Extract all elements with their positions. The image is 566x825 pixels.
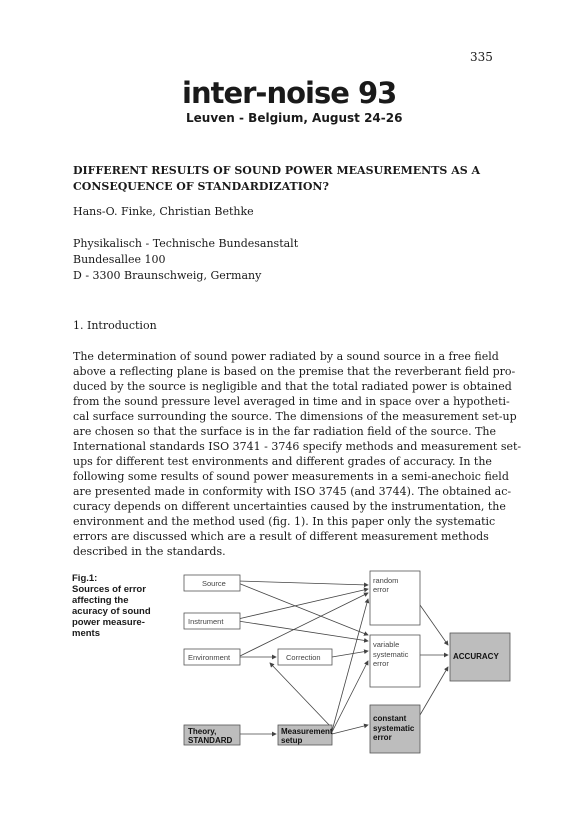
arrow-constant-accuracy (420, 667, 448, 715)
arrow-measurement-random (332, 599, 368, 731)
caption-line: ments (72, 628, 100, 639)
arrow-correction-variable (332, 651, 368, 657)
conference-logo: inter-noise 93 (182, 76, 397, 110)
caption-line: affecting the (72, 595, 129, 606)
section-heading: 1. Introduction (73, 319, 157, 332)
body-line: above a reflecting plane is based on the premise that the reverberant field pro- (73, 365, 516, 378)
body-line: International standards ISO 3741 - 3746 specify methods and measurement set- (73, 440, 522, 453)
arrow-random-accuracy (420, 605, 448, 645)
arrow-instrument-random (238, 589, 368, 619)
affiliation (73, 236, 298, 284)
box-label: random (373, 576, 399, 585)
body-line: duced by the source is negligible and that the total radiated power is obtained (73, 380, 512, 393)
box-label: error (373, 733, 392, 742)
body-line: environment and the method used (fig. 1). In this paper only the systematic (73, 515, 496, 528)
caption-line: Sources of error (72, 584, 146, 595)
body-line: The determination of sound power radiated by a sound source in a free field (73, 350, 499, 363)
affiliation-line: Physikalisch - Technische Bundesanstalt (73, 237, 299, 250)
box-constant-systematic-error (370, 705, 420, 753)
box-label: error (373, 585, 389, 594)
box-environment (184, 649, 240, 665)
conference-location: Leuven - Belgium, August 24-26 (186, 111, 403, 125)
box-label: Source (202, 579, 226, 588)
box-label: error (373, 659, 389, 668)
arrow-environment-random (238, 593, 368, 657)
figure-caption (72, 573, 172, 639)
body-line: errors are discussed which are a result of different measurement methods (73, 530, 489, 543)
box-label: systematic (373, 650, 409, 659)
box-random-error (370, 571, 420, 625)
box-measurement-setup (278, 725, 333, 745)
body-line: ups for different test environments and different grades of accuracy. In the (73, 455, 492, 468)
body-line: cal surface surrounding the source. The dimensions of the measurement set-up (73, 410, 517, 423)
caption-line: power measure- (72, 617, 145, 628)
box-label: Theory, (188, 727, 217, 736)
box-label: setup (281, 736, 303, 745)
body-line: from the sound pressure level averaged in time and in space over a hypotheti- (73, 395, 510, 408)
page-number: 335 (470, 50, 493, 64)
box-label: constant (373, 714, 407, 723)
box-variable-systematic-error (370, 635, 420, 687)
box-instrument (184, 613, 240, 629)
body-line: described in the standards. (73, 545, 226, 558)
box-correction (278, 649, 332, 665)
arrow-measurement-constant (332, 725, 368, 734)
body-line: curacy depends on different uncertainties caused by the instrumentation, the (73, 500, 506, 513)
arrow-measurement-variable (332, 661, 368, 732)
box-label: Measurement (281, 727, 333, 736)
box-label: Instrument (188, 617, 224, 626)
box-source (184, 575, 240, 591)
arrow-source-random (238, 581, 368, 585)
affiliation-line: D - 3300 Braunschweig, Germany (73, 269, 262, 282)
arrow-source-variable (238, 583, 368, 635)
body-line: are presented made in conformity with ISO 3745 (and 3744). The obtained ac- (73, 485, 512, 498)
body-paragraph (73, 349, 522, 559)
box-accuracy (450, 633, 510, 681)
arrow-instrument-variable (238, 621, 368, 641)
affiliation-line: Bundesallee 100 (73, 253, 166, 266)
box-label: ACCURACY (453, 652, 499, 661)
box-label: Correction (286, 653, 321, 662)
box-label: Environment (188, 653, 231, 662)
body-line: are chosen so that the surface is in the far radiation field of the source. The (73, 425, 497, 438)
caption-line: acuracy of sound (72, 606, 151, 617)
box-label: systematic (373, 724, 415, 733)
body-line: following some results of sound power measurements in a semi-anechoic field (73, 470, 509, 483)
box-label: STANDARD (188, 736, 233, 745)
error-sources-diagram (180, 565, 520, 755)
box-label: variable (373, 640, 400, 649)
box-theory-standard (184, 725, 240, 745)
paper-title: DIFFERENT RESULTS OF SOUND POWER MEASUREMENTS AS A CONSEQUENCE OF STANDARDIZATION? (73, 164, 481, 193)
paper-authors: Hans-O. Finke, Christian Bethke (73, 205, 254, 218)
caption-line: Fig.1: (72, 573, 98, 584)
arrow-measurement-correction (270, 663, 332, 728)
